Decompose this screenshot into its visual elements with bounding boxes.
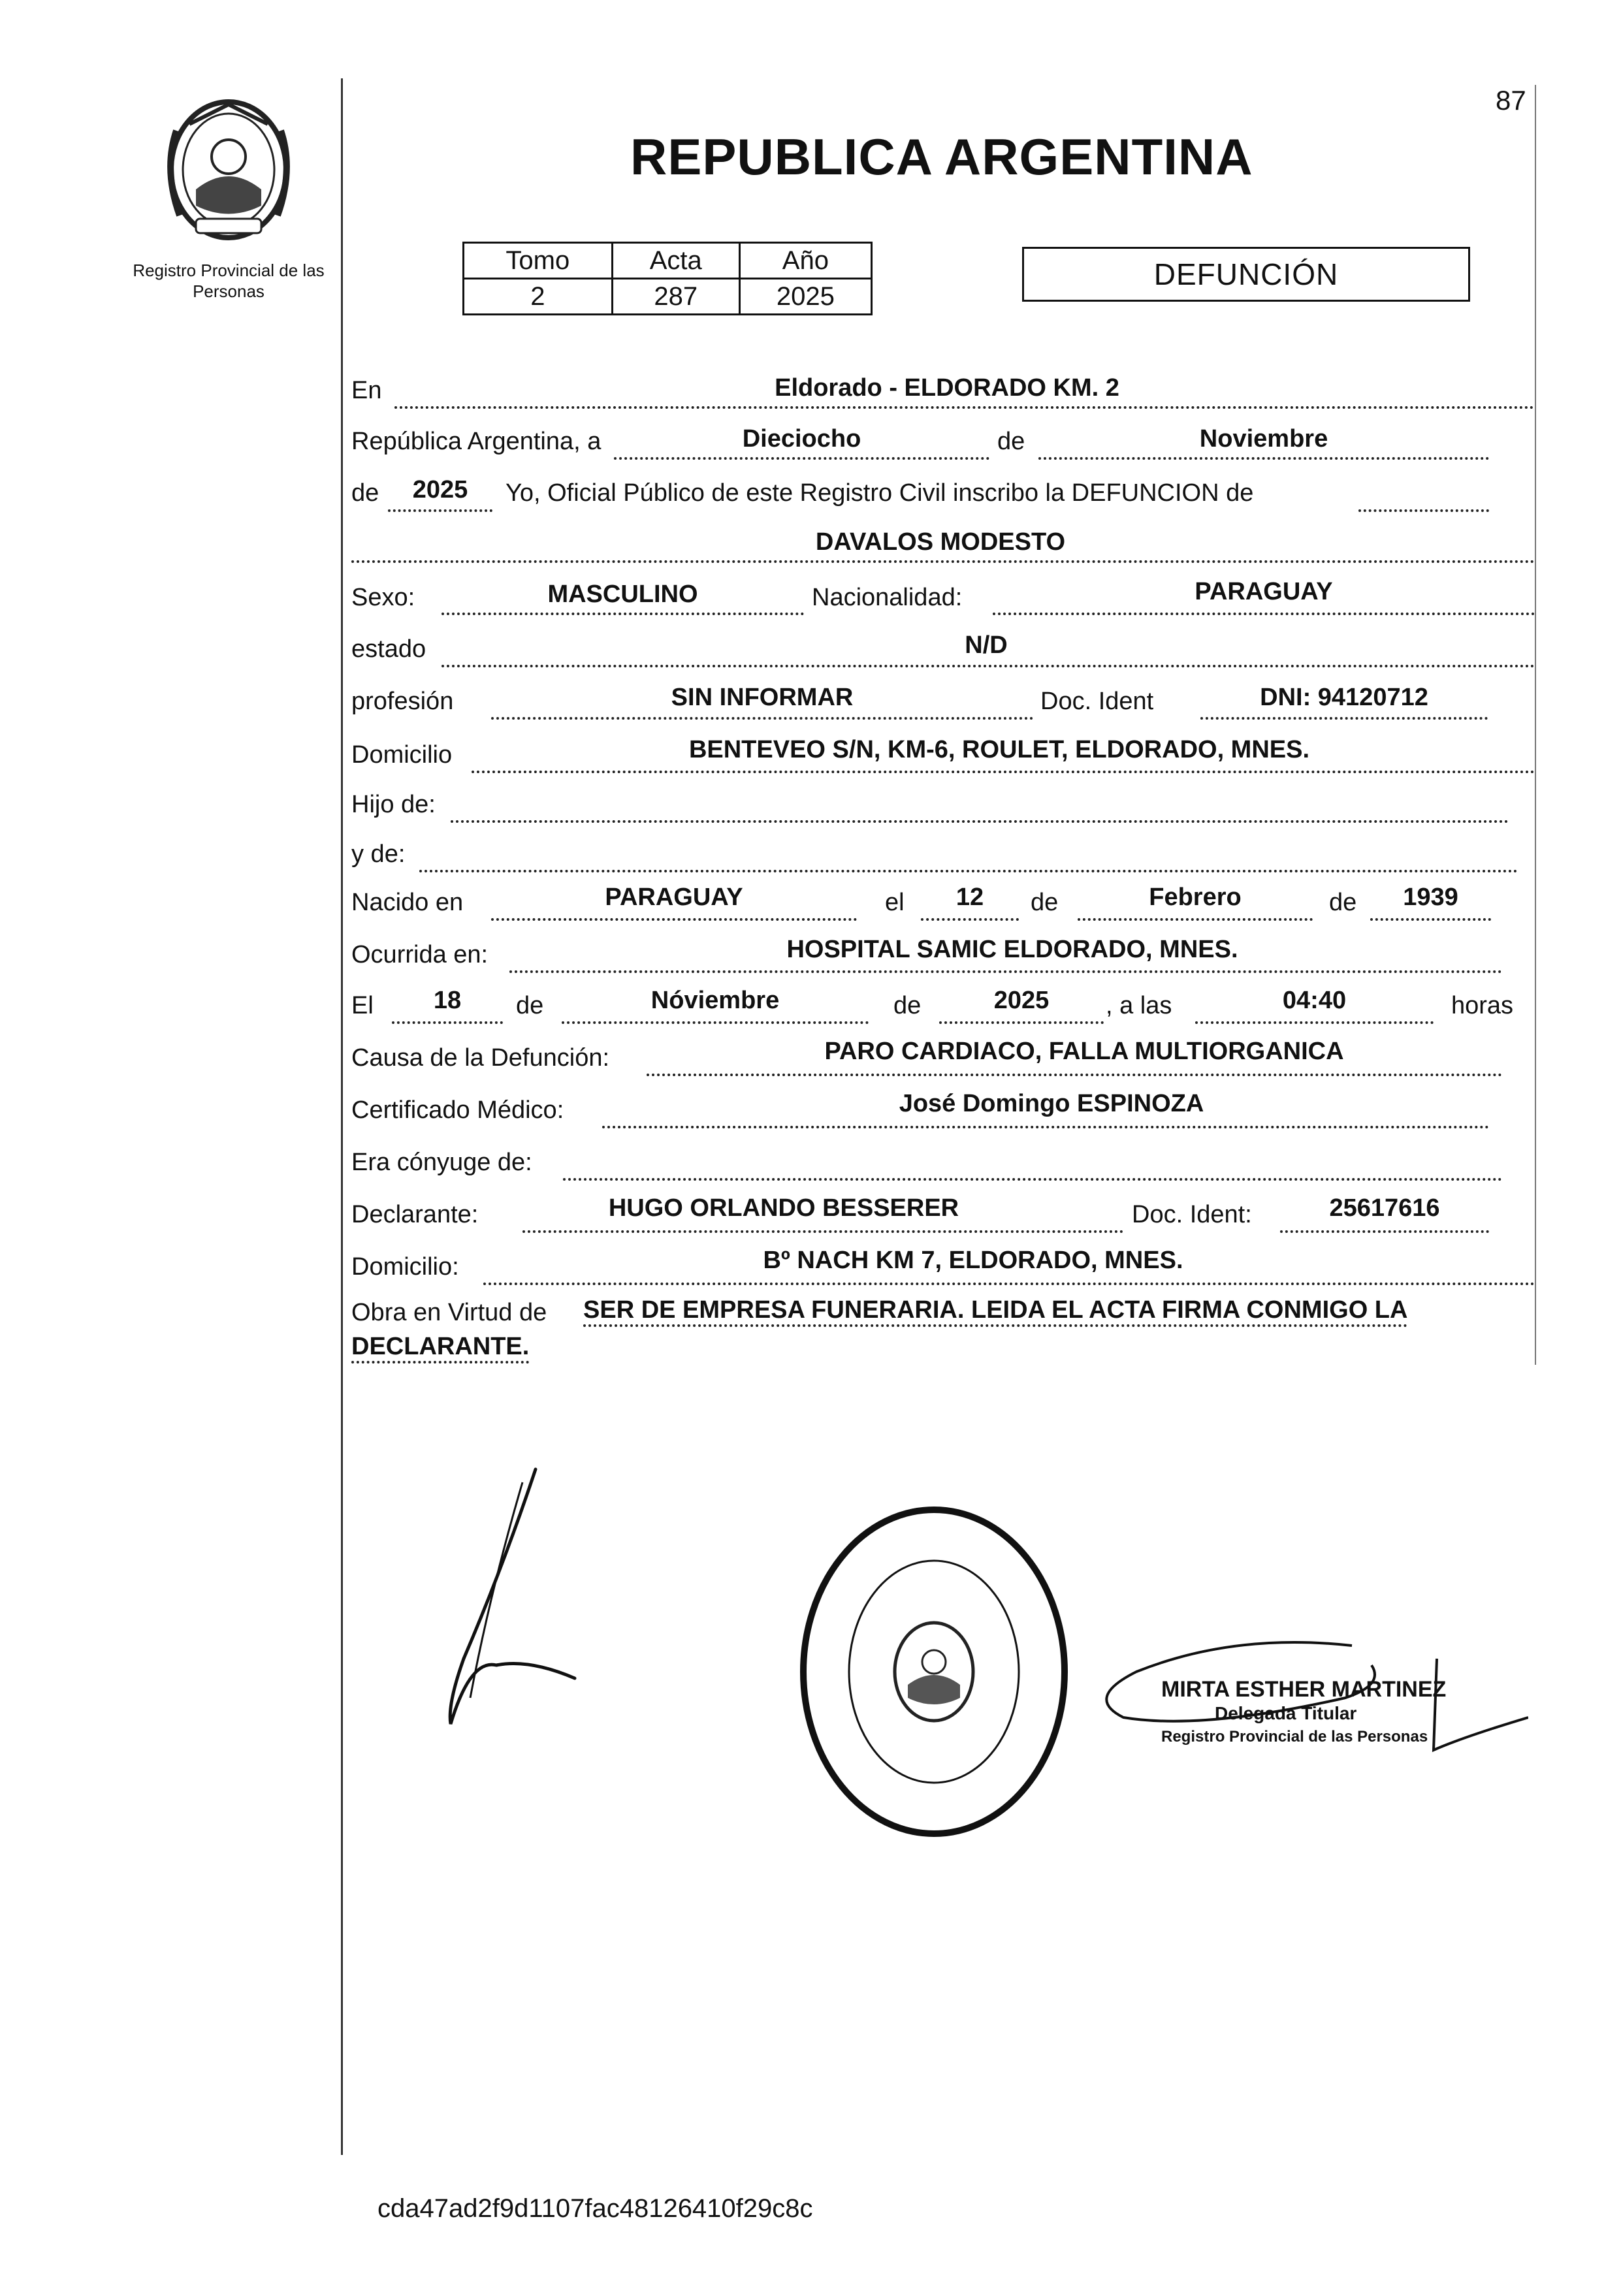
label-el-def: El bbox=[351, 992, 374, 1019]
line-anio bbox=[388, 509, 492, 512]
label-y-de: y de: bbox=[351, 840, 406, 868]
official-role: Delegada Titular bbox=[1215, 1703, 1357, 1723]
value-nac-anio: 1939 bbox=[1403, 884, 1458, 911]
value-declarante-doc: 25617616 bbox=[1329, 1194, 1440, 1222]
line-declarante bbox=[522, 1230, 1123, 1233]
anio-value: 2025 bbox=[739, 279, 871, 315]
value-nacido-en: PARAGUAY bbox=[605, 884, 743, 911]
label-de-mes: de bbox=[997, 428, 1025, 455]
line-hijo-de bbox=[451, 820, 1509, 823]
line-dia bbox=[614, 457, 989, 460]
document-hash: cda47ad2f9d1107fac48126410f29c8c bbox=[377, 2194, 813, 2223]
misiones-coat-of-arms-icon bbox=[150, 91, 307, 248]
tomo-header: Tomo bbox=[464, 243, 613, 279]
label-causa: Causa de la Defunción: bbox=[351, 1044, 610, 1072]
value-declarante-domicilio: Bº NACH KM 7, ELDORADO, MNES. bbox=[763, 1247, 1183, 1274]
official-office: Registro Provincial de las Personas bbox=[1161, 1728, 1428, 1746]
label-hijo-de: Hijo de: bbox=[351, 791, 436, 818]
line-domicilio bbox=[472, 771, 1535, 773]
label-doc-ident: Doc. Ident bbox=[1040, 688, 1154, 715]
value-def-hora: 04:40 bbox=[1282, 987, 1347, 1014]
declarant-signature bbox=[425, 1463, 594, 1750]
line-sexo bbox=[441, 613, 804, 615]
line-nacionalidad bbox=[993, 613, 1535, 615]
line-doc-ident-declarante bbox=[1280, 1230, 1489, 1233]
line-def-hora bbox=[1195, 1021, 1434, 1024]
line-yo-end bbox=[1358, 509, 1489, 512]
value-lugar: Eldorado - ELDORADO KM. 2 bbox=[775, 374, 1119, 402]
value-estado: N/D bbox=[965, 631, 1008, 659]
label-nacionalidad: Nacionalidad: bbox=[812, 584, 963, 611]
label-sexo: Sexo: bbox=[351, 584, 415, 611]
label-ocurrida-en: Ocurrida en: bbox=[351, 941, 489, 968]
page-number: 87 bbox=[1496, 85, 1526, 116]
value-nacionalidad: PARAGUAY bbox=[1195, 578, 1333, 605]
label-doc-ident-declarante: Doc. Ident: bbox=[1132, 1201, 1252, 1228]
label-en: En bbox=[351, 377, 382, 404]
record-table bbox=[462, 242, 873, 315]
label-de-nac-mes: de bbox=[1031, 889, 1059, 916]
label-yo-oficial: Yo, Oficial Público de este Registro Civil inscribo la DEFUNCION de bbox=[506, 479, 1254, 507]
line-en bbox=[394, 406, 1534, 409]
value-dia: Dieciocho bbox=[742, 425, 861, 453]
value-certificado: José Domingo ESPINOZA bbox=[899, 1090, 1204, 1117]
line-nac-anio bbox=[1370, 918, 1491, 921]
value-declarante: HUGO ORLANDO BESSERER bbox=[608, 1194, 959, 1222]
line-causa bbox=[647, 1074, 1502, 1076]
line-def-anio bbox=[939, 1021, 1104, 1024]
value-def-mes: Nóviembre bbox=[650, 987, 780, 1014]
label-conyuge: Era cónyuge de: bbox=[351, 1149, 532, 1176]
line-profesion bbox=[491, 717, 1033, 720]
label-republica: República Argentina, a bbox=[351, 428, 602, 455]
label-de-nac-anio: de bbox=[1329, 889, 1357, 916]
anio-header: Año bbox=[739, 243, 871, 279]
tomo-value: 2 bbox=[464, 279, 613, 315]
line-nombre bbox=[351, 560, 1535, 563]
acta-value: 287 bbox=[612, 279, 739, 315]
acta-header: Acta bbox=[612, 243, 739, 279]
value-anio: 2025 bbox=[412, 476, 468, 503]
value-profesion: SIN INFORMAR bbox=[671, 684, 854, 711]
line-def-dia bbox=[392, 1021, 503, 1024]
registry-label: Registro Provincial de las Personas bbox=[133, 261, 325, 301]
label-declarante: Declarante: bbox=[351, 1201, 479, 1228]
value-nombre: DAVALOS MODESTO bbox=[815, 528, 1066, 556]
value-def-dia: 18 bbox=[433, 987, 462, 1014]
line-def-mes bbox=[562, 1021, 869, 1024]
right-margin-line bbox=[1535, 85, 1536, 1365]
line-estado bbox=[441, 665, 1535, 667]
line-domicilio-declarante bbox=[483, 1283, 1535, 1285]
value-nac-dia: 12 bbox=[955, 884, 984, 911]
label-de-def-mes: de bbox=[516, 992, 544, 1019]
page-title: REPUBLICA ARGENTINA bbox=[630, 128, 1253, 185]
label-profesion: profesión bbox=[351, 688, 454, 715]
value-causa: PARO CARDIACO, FALLA MULTIORGANICA bbox=[824, 1038, 1344, 1065]
line-nac-mes bbox=[1078, 918, 1313, 921]
line-conyuge bbox=[563, 1178, 1502, 1181]
value-obra-line2: DECLARANTE. bbox=[351, 1332, 529, 1363]
line-y-de bbox=[419, 870, 1518, 872]
value-def-anio: 2025 bbox=[993, 987, 1050, 1014]
line-certificado bbox=[602, 1126, 1489, 1128]
label-domicilio: Domicilio bbox=[351, 741, 453, 769]
label-el: el bbox=[885, 889, 905, 916]
official-name: MIRTA ESTHER MARTINEZ bbox=[1161, 1677, 1447, 1702]
label-de-def-anio: de bbox=[893, 992, 922, 1019]
label-estado: estado bbox=[351, 635, 426, 663]
value-doc-ident: DNI: 94120712 bbox=[1260, 684, 1428, 711]
label-horas: horas bbox=[1451, 992, 1514, 1019]
value-domicilio: BENTEVEO S/N, KM-6, ROULET, ELDORADO, MNES. bbox=[688, 736, 1310, 763]
provincial-seal bbox=[150, 91, 307, 248]
line-nac-dia bbox=[921, 918, 1019, 921]
value-sexo: MASCULINO bbox=[547, 581, 698, 608]
line-mes bbox=[1038, 457, 1489, 460]
value-obra-line1: SER DE EMPRESA FUNERARIA. LEIDA EL ACTA FIRMA CONMIGO LA bbox=[583, 1296, 1407, 1327]
line-doc-ident bbox=[1200, 717, 1488, 720]
label-nacido-en: Nacido en bbox=[351, 889, 464, 916]
value-mes: Noviembre bbox=[1199, 425, 1328, 453]
left-margin-line bbox=[341, 78, 343, 2155]
line-nacido-en bbox=[491, 918, 857, 921]
delegation-stamp-icon bbox=[790, 1502, 1078, 1842]
label-domicilio-declarante: Domicilio: bbox=[351, 1253, 459, 1281]
value-nac-mes: Febrero bbox=[1149, 884, 1242, 911]
value-ocurrida-en: HOSPITAL SAMIC ELDORADO, MNES. bbox=[786, 936, 1238, 963]
record-type-box: DEFUNCIÓN bbox=[1022, 247, 1470, 302]
official-stamp bbox=[790, 1502, 1078, 1842]
line-ocurrida-en bbox=[509, 970, 1502, 973]
label-certificado: Certificado Médico: bbox=[351, 1096, 564, 1124]
label-a-las: , a las bbox=[1106, 992, 1172, 1019]
label-de-anio: de bbox=[351, 479, 379, 507]
label-obra: Obra en Virtud de bbox=[351, 1299, 547, 1326]
